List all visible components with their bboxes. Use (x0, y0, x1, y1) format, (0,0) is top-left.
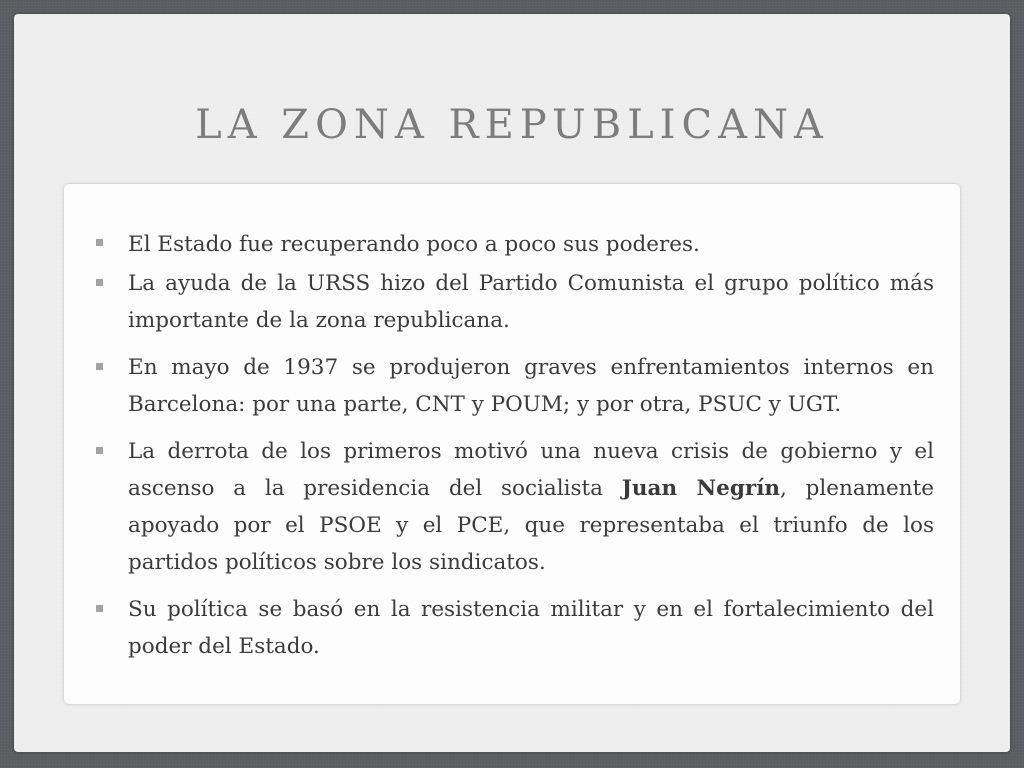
slide (14, 14, 1010, 752)
bullet-text (128, 439, 934, 575)
bullet-list (94, 226, 934, 675)
bullet-text: En mayo de 1937 se produjeron graves enfrentamientos internos en Barcelona: por una parte, CNT y POUM; y por otra, PSUC y UGT. (128, 355, 934, 417)
bullet-item (94, 265, 934, 339)
bullet-square-icon (96, 447, 103, 454)
bullet-item (94, 226, 934, 263)
bullet-item (94, 349, 934, 423)
slide-title: LA ZONA REPUBLICANA (195, 102, 829, 148)
person-name-bold: Juan Negrín (621, 476, 781, 501)
bullet-square-icon (96, 239, 103, 246)
bullet-square-icon (96, 279, 103, 286)
bullet-square-icon (96, 363, 103, 370)
bullet-text: El Estado fue recuperando poco a poco sus poderes. (128, 232, 700, 257)
bullet-square-icon (96, 605, 103, 612)
bullet-text-part: La derrota de los primeros motivó una nueva crisis de gobierno y el ascenso a la presidencia del socialista (128, 439, 934, 501)
bullet-item (94, 591, 934, 665)
bullet-text: Su política se basó en la resistencia militar y en el fortalecimiento del poder del Estado. (128, 597, 934, 659)
content-card (64, 184, 960, 704)
bullet-item (94, 433, 934, 581)
bullet-text: La ayuda de la URSS hizo del Partido Comunista el grupo político más importante de la zona republicana. (128, 271, 934, 333)
bullet-text-part: , plenamente apoyado por el PSOE y el PCE, que representaba el triunfo de los partidos políticos sobre los sindicatos. (128, 476, 934, 575)
